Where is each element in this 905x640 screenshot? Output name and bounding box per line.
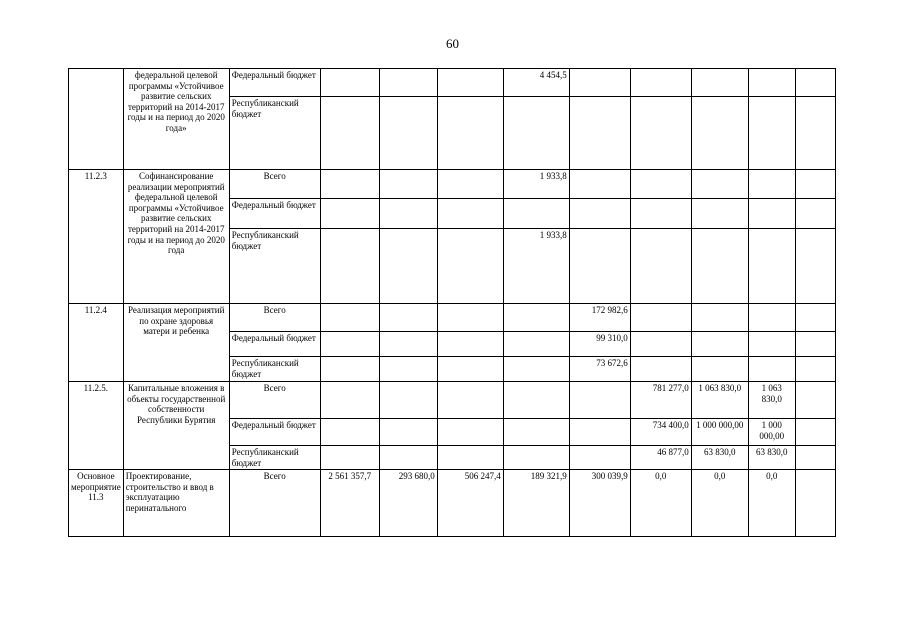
row-name-cell: Софинансирование реализации мероприятий федеральной целевой программы «Устойчивое развитие сельских территорий на 2014-2017 годы и на период до 2020 года — [123, 170, 229, 304]
value-cell: 0,0 — [748, 470, 795, 537]
row-code-cell: 11.2.3 — [69, 170, 124, 304]
source-cell: Республиканский бюджет — [229, 97, 320, 170]
value-cell: 172 982,6 — [569, 304, 630, 332]
source-cell: Республиканский бюджет — [229, 357, 320, 382]
table-row — [69, 69, 836, 97]
value-cell: 300 039,9 — [569, 470, 630, 537]
source-cell: Федеральный бюджет — [229, 199, 320, 229]
row-name-cell: Реализация мероприятий по охране здоровья матери и ребенка — [123, 304, 229, 382]
value-cell: 99 310,0 — [569, 332, 630, 357]
row-name-cell: Капитальные вложения в объекты государственной собственности Республики Бурятия — [123, 382, 229, 470]
value-cell: 506 247,4 — [437, 470, 503, 537]
value-cell: 293 680,0 — [379, 470, 437, 537]
source-cell: Всего — [229, 170, 320, 199]
source-cell: Всего — [229, 382, 320, 419]
source-cell: Федеральный бюджет — [229, 69, 320, 97]
row-code-cell: 11.2.5. — [69, 382, 124, 470]
value-cell: 46 877,0 — [630, 446, 691, 470]
value-cell: 4 454,5 — [503, 69, 569, 97]
source-cell: Федеральный бюджет — [229, 419, 320, 446]
row-code-cell: Основное мероприятие 11.3 — [69, 470, 124, 537]
value-cell: 73 672,6 — [569, 357, 630, 382]
table-row — [69, 470, 836, 537]
value-cell: 0,0 — [691, 470, 748, 537]
value-cell: 1 933,8 — [503, 229, 569, 304]
value-cell: 63 830,0 — [748, 446, 795, 470]
value-cell: 1 000 000,00 — [691, 419, 748, 446]
row-code-cell: 11.2.4 — [69, 304, 124, 382]
source-cell: Федеральный бюджет — [229, 332, 320, 357]
value-cell: 1 933,8 — [503, 170, 569, 199]
budget-table — [68, 68, 836, 537]
source-cell: Всего — [229, 470, 320, 537]
source-cell: Республиканский бюджет — [229, 229, 320, 304]
value-cell: 734 400,0 — [630, 419, 691, 446]
table-row — [69, 382, 836, 419]
row-name-cell: Проектирование, строительство и ввод в эксплуатацию перинатального — [123, 470, 229, 537]
value-cell: 63 830,0 — [691, 446, 748, 470]
value-cell: 1 063 830,0 — [748, 382, 795, 419]
source-cell: Всего — [229, 304, 320, 332]
value-cell: 189 321,9 — [503, 470, 569, 537]
table-row — [69, 304, 836, 332]
value-cell: 1 000 000,00 — [748, 419, 795, 446]
table-row — [69, 170, 836, 199]
value-cell: 1 063 830,0 — [691, 382, 748, 419]
row-name-cell: федеральной целевой программы «Устойчивое развитие сельских территорий на 2014-2017 годы и на период до 2020 года» — [123, 69, 229, 170]
value-cell: 2 561 357,7 — [320, 470, 379, 537]
row-code-cell — [69, 69, 124, 170]
value-cell: 781 277,0 — [630, 382, 691, 419]
page-number: 60 — [446, 36, 459, 51]
value-cell: 0,0 — [630, 470, 691, 537]
source-cell: Республиканский бюджет — [229, 446, 320, 470]
